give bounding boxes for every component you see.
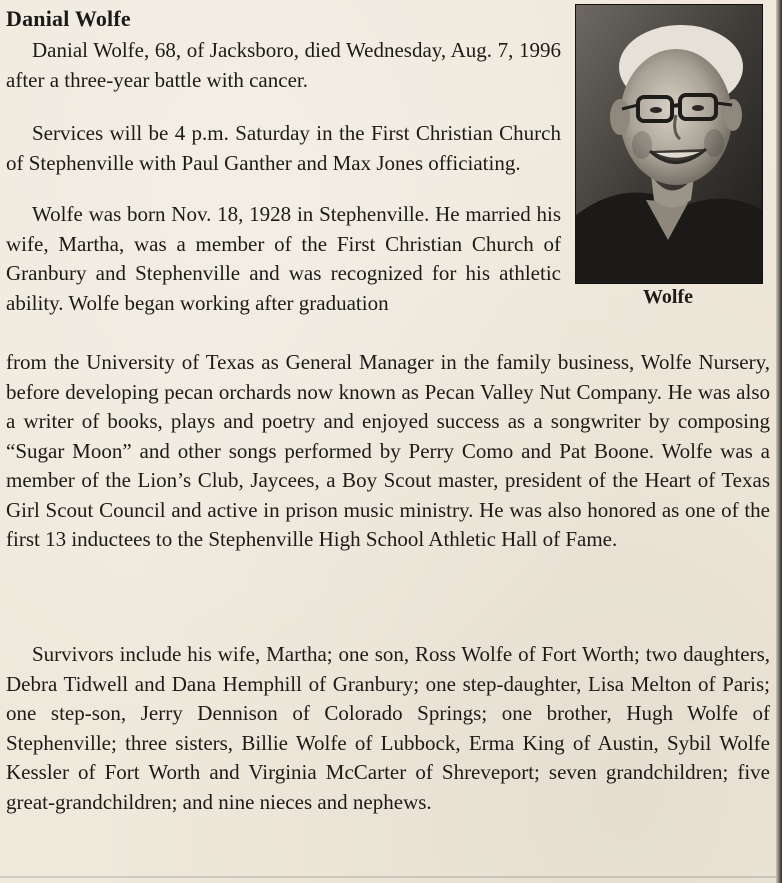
page-edge <box>776 0 782 883</box>
portrait-photo <box>575 4 763 284</box>
obituary-paragraph-survivors: Survivors include his wife, Martha; one son, Ross Wolfe of Fort Worth; two daughters, Debra Tidwell and Dana Hemphill of Granbury; one step-daughter, Lisa Melton of Paris; one step-son, Jerry Dennison of Colorado Springs; one brother, Hugh Wolfe of Stephenville; three sisters, Billie Wolfe of Lubbock, Erma King of Austin, Sybil Wolfe Kessler of Fort Worth and Virginia McCarter of Shreveport; seven grandchildren; five great-grandchildren; and nine nieces and nephews. <box>6 642 770 814</box>
obituary-paragraph-biography-continued: from the University of Texas as General Manager in the family business, Wolfe Nursery, before developing pecan orchards now known as Pecan Valley Nut Company. He was also a writer of books, plays and poetry and enjoyed success as a songwriter by composing “Sugar Moon” and other songs performed by Perry Como and Pat Boone. Wolfe was a member of the Lion’s Club, Jaycees, a Boy Scout master, president of the Heart of Texas Girl Scout Council and active in prison music ministry. He was also honored as one of the first 13 inductees to the Stephenville High School Athletic Hall of Fame. <box>6 350 770 551</box>
obituary-headline: Danial Wolfe <box>6 6 131 31</box>
obituary-paragraph-death: Danial Wolfe, 68, of Jacksboro, died Wednesday, Aug. 7, 1996 after a three-year battle with cancer. <box>6 38 561 92</box>
bottom-edge-shadow <box>0 876 782 878</box>
obituary-paragraph-biography-start: Wolfe was born Nov. 18, 1928 in Stephenville. He married his wife, Martha, was a member of the First Christian Church of Granbury and Stephenville and was recognized for his athletic ability. Wolfe began working after graduation <box>6 202 561 315</box>
photo-caption: Wolfe <box>643 286 693 308</box>
obituary-paragraph-services: Services will be 4 p.m. Saturday in the First Christian Church of Stephenville with Paul Ganther and Max Jones officiating. <box>6 121 561 175</box>
portrait-illustration <box>576 5 762 283</box>
